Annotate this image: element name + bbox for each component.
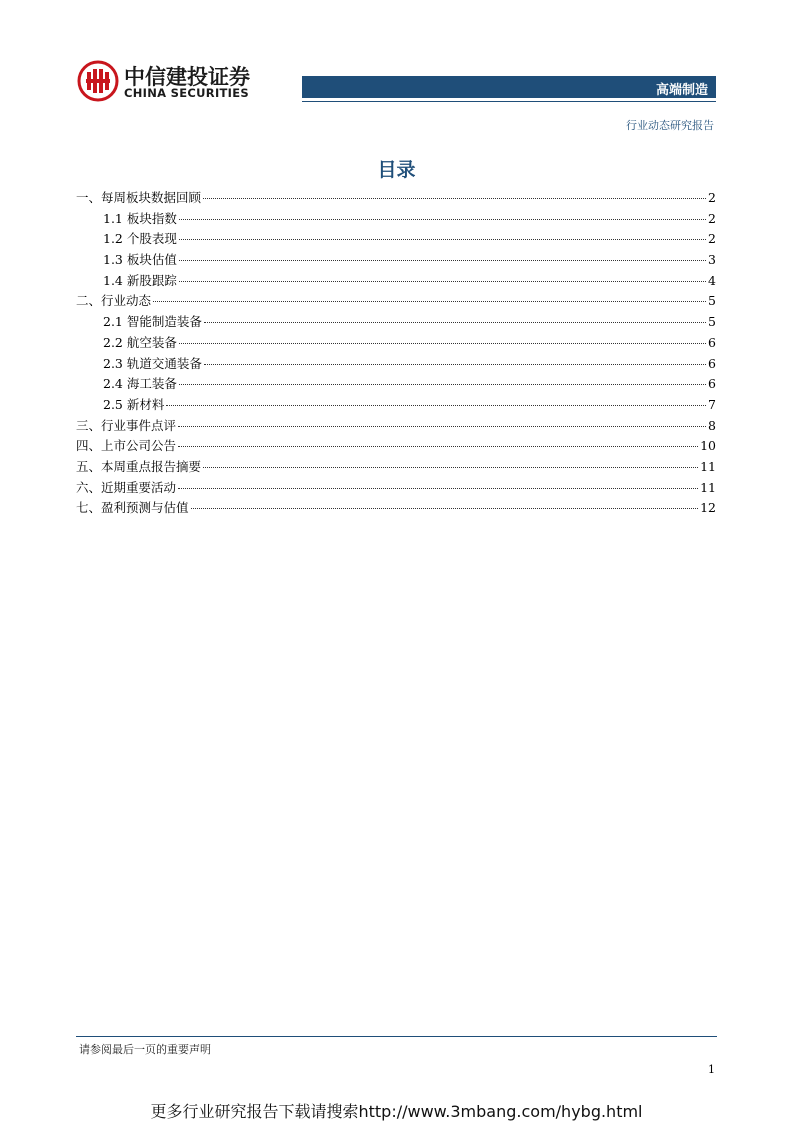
- table-of-contents: [76, 188, 716, 519]
- toc-entry-page: 10: [700, 438, 716, 454]
- toc-entry[interactable]: [76, 395, 716, 416]
- toc-entry-label: 五、本周重点报告摘要: [76, 458, 202, 474]
- toc-leader-dots: [178, 426, 706, 427]
- toc-entry-page: 11: [700, 479, 716, 495]
- toc-entry-page: 4: [708, 272, 716, 288]
- toc-entry-page: 6: [708, 355, 716, 371]
- toc-leader-dots: [178, 446, 698, 447]
- toc-entry-label: 1.4 新股跟踪: [103, 272, 177, 288]
- toc-entry-label: 二、行业动态: [76, 293, 152, 309]
- toc-leader-dots: [204, 364, 706, 365]
- toc-entry-page: 2: [708, 210, 716, 226]
- toc-entry-label: 2.4 海工装备: [103, 376, 177, 392]
- toc-entry-label: 1.2 个股表现: [103, 231, 177, 247]
- toc-entry-page: 3: [708, 252, 716, 268]
- toc-entry-page: 6: [708, 334, 716, 350]
- toc-entry[interactable]: [76, 333, 716, 354]
- toc-entry[interactable]: [76, 209, 716, 230]
- toc-entry-label: 2.2 航空装备: [103, 334, 177, 350]
- toc-entry[interactable]: [76, 478, 716, 499]
- toc-entry-page: 5: [708, 293, 716, 309]
- toc-entry-label: 2.3 轨道交通装备: [103, 355, 202, 371]
- toc-leader-dots: [178, 488, 698, 489]
- toc-entry-label: 三、行业事件点评: [76, 417, 177, 433]
- toc-leader-dots: [179, 281, 706, 282]
- sector-label: 高端制造: [655, 83, 708, 98]
- toc-leader-dots: [179, 384, 706, 385]
- toc-leader-dots: [153, 301, 706, 302]
- header-sector-bar: [302, 76, 716, 98]
- toc-entry-label: 六、近期重要活动: [76, 479, 177, 495]
- toc-entry-label: 一、每周板块数据回顾: [76, 190, 202, 205]
- toc-leader-dots: [179, 343, 706, 344]
- toc-entry-page: 12: [700, 500, 716, 516]
- company-logo: [77, 60, 257, 102]
- toc-entry[interactable]: [76, 457, 716, 478]
- toc-leader-dots: [179, 260, 706, 261]
- toc-entry-label: 1.3 板块估值: [103, 252, 177, 268]
- download-link-text[interactable]: 更多行业研究报告下载请搜索http://www.3mbang.com/hybg.html: [150, 1102, 643, 1121]
- toc-entry-page: 6: [708, 376, 716, 392]
- page-number: 1: [708, 1063, 715, 1076]
- toc-entry-page: 7: [708, 396, 716, 412]
- toc-entry-label: 1.1 板块指数: [103, 210, 177, 226]
- toc-entry[interactable]: [76, 291, 716, 312]
- toc-entry[interactable]: [76, 354, 716, 375]
- toc-entry[interactable]: [76, 374, 716, 395]
- toc-leader-dots: [203, 467, 698, 468]
- toc-entry[interactable]: [76, 498, 716, 519]
- toc-leader-dots: [166, 405, 706, 406]
- logo-chinese-name: 中信建投证券: [124, 65, 250, 89]
- toc-leader-dots: [203, 198, 706, 199]
- report-type-label: 行业动态研究报告: [626, 119, 714, 132]
- toc-title: 目录: [377, 159, 416, 181]
- toc-entry-label: 七、盈利预测与估值: [76, 500, 189, 516]
- toc-entry[interactable]: [76, 250, 716, 271]
- toc-entry-label: 四、上市公司公告: [76, 438, 177, 454]
- toc-entry-page: 5: [708, 314, 716, 330]
- footer-divider: [76, 1036, 717, 1037]
- header-divider: [302, 101, 716, 102]
- toc-entry-page: 8: [708, 417, 716, 433]
- logo-english-name: CHINA SECURITIES: [124, 86, 249, 100]
- toc-entry-page: 2: [708, 190, 716, 205]
- toc-entry[interactable]: [76, 436, 716, 457]
- toc-entry[interactable]: [76, 188, 716, 209]
- toc-leader-dots: [191, 508, 699, 509]
- toc-entry[interactable]: [76, 271, 716, 292]
- toc-leader-dots: [179, 219, 706, 220]
- toc-entry-page: 2: [708, 231, 716, 247]
- toc-entry[interactable]: [76, 416, 716, 437]
- china-securities-logo-icon: [77, 60, 119, 102]
- toc-entry-label: 2.5 新材料: [103, 396, 165, 412]
- disclaimer-text: 请参阅最后一页的重要声明: [79, 1043, 211, 1056]
- toc-entry-label: 2.1 智能制造装备: [103, 314, 202, 330]
- toc-leader-dots: [179, 239, 706, 240]
- toc-entry[interactable]: [76, 312, 716, 333]
- toc-entry[interactable]: [76, 229, 716, 250]
- toc-entry-page: 11: [700, 458, 716, 474]
- toc-leader-dots: [204, 322, 706, 323]
